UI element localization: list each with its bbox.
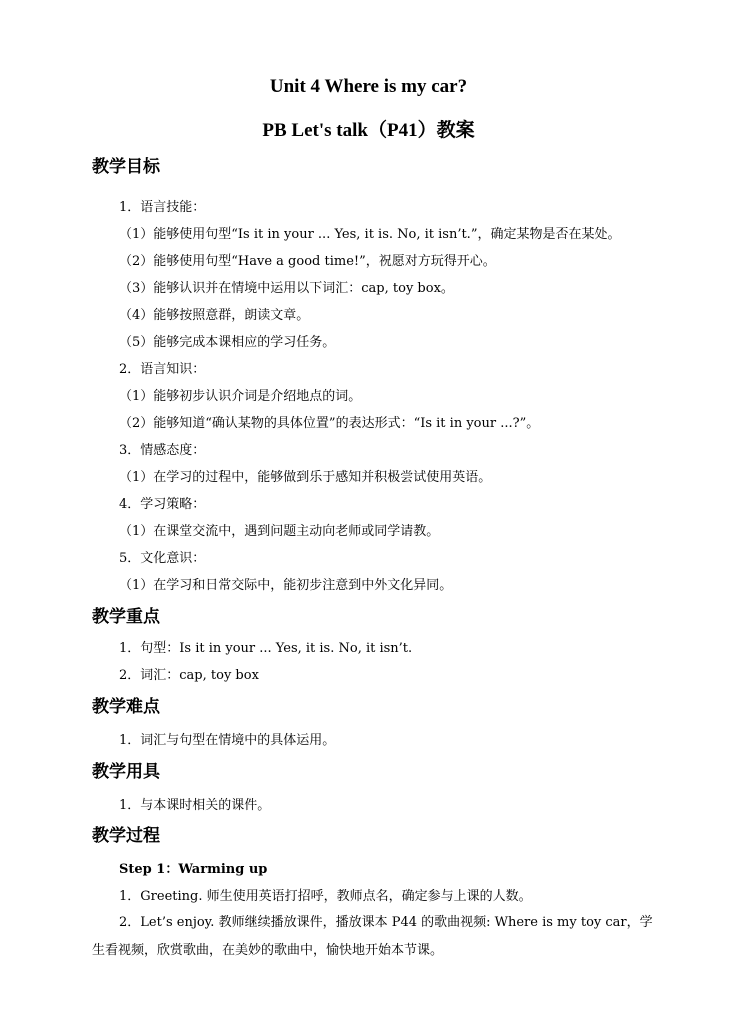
objective-line: 1．语言技能： — [119, 200, 206, 215]
tool-line: 1．与本课时相关的课件。 — [119, 798, 271, 813]
key-point-line: 1．句型：Is it in your ... Yes, it is. No, it isn’t. — [119, 641, 413, 656]
objective-line: 3．情感态度： — [119, 443, 206, 458]
objective-line: （4）能够按照意群，朗读文章。 — [119, 308, 310, 323]
objective-line: （1）在学习的过程中，能够做到乐于感知并积极尝试使用英语。 — [119, 470, 492, 485]
step-heading: Step 1：Warming up — [119, 862, 268, 877]
document-title: Unit 4 Where is my car? — [269, 76, 468, 97]
objective-line: （2）能够知道“确认某物的具体位置”的表达形式：“Is it in your ...?”。 — [119, 416, 540, 431]
section-heading-difficulties: 教学难点 — [92, 697, 160, 717]
process-line: 1．Greeting. 师生使用英语打招呼，教师点名，确定参与上课的人数。 — [119, 889, 532, 904]
objective-line: （1）在学习和日常交际中，能初步注意到中外文化异同。 — [119, 578, 453, 593]
objective-line: （1）能够初步认识介词是介绍地点的词。 — [119, 389, 362, 404]
difficulty-line: 1．词汇与句型在情境中的具体运用。 — [119, 733, 336, 748]
objectives-list — [0, 199, 737, 594]
section-heading-tools: 教学用具 — [92, 762, 160, 782]
objective-line: （1）能够使用句型“Is it in your ... Yes, it is. No, it isn’t.”，确定某物是否在某处。 — [119, 227, 621, 242]
process-paragraph: 2．Let’s enjoy. 教师继续播放课件，播放课本 P44 的歌曲视频: Where is my toy car，学生看视频，欣赏歌曲，在美妙的歌曲中，愉快地开始本节课。 — [92, 915, 653, 958]
document-subtitle: PB Let's talk（P41）教案 — [262, 120, 475, 141]
objective-line: （5）能够完成本课相应的学习任务。 — [119, 335, 336, 350]
section-heading-key-points: 教学重点 — [92, 607, 160, 627]
document-body — [0, 152, 737, 965]
objective-line: （3）能够认识并在情境中运用以下词汇：cap, toy box。 — [119, 281, 454, 296]
objective-line: 4．学习策略： — [119, 497, 206, 512]
key-point-line: 2．词汇：cap, toy box — [119, 668, 259, 683]
objective-line: 5．文化意识： — [119, 551, 206, 566]
objective-line: （1）在课堂交流中，遇到问题主动向老师或同学请教。 — [119, 524, 440, 539]
section-heading-objectives: 教学目标 — [92, 157, 160, 177]
objective-line: （2）能够使用句型“Have a good time!”，祝愿对方玩得开心。 — [119, 254, 496, 269]
objective-line: 2．语言知识： — [119, 362, 206, 377]
section-heading-process: 教学过程 — [92, 826, 160, 846]
